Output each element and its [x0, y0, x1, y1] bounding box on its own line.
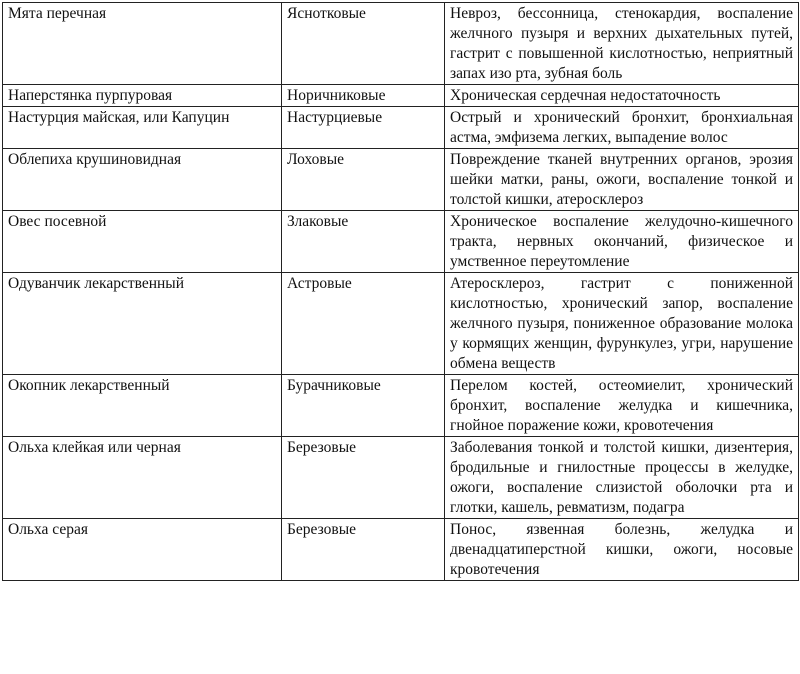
- plant-use-cell: Хроническая сердечная недостаточность: [445, 85, 799, 107]
- plant-family-cell: Березовые: [282, 519, 445, 581]
- plant-name-cell: Одуванчик лекарственный: [3, 273, 282, 375]
- plant-name-cell: Облепиха крушиновидная: [3, 149, 282, 211]
- plant-use-cell: Повреждение тканей внутренних органов, эрозия шейки матки, раны, ожоги, воспаление тонкой и толстой кишки, атеросклероз: [445, 149, 799, 211]
- table-body: [3, 3, 799, 581]
- table-row: [3, 85, 799, 107]
- table-row: [3, 519, 799, 581]
- table-row: [3, 437, 799, 519]
- table-row: [3, 3, 799, 85]
- plant-use-cell: Острый и хронический бронхит, бронхиальная астма, эмфизема легких, выпадение волос: [445, 107, 799, 149]
- plant-family-cell: Яснотковые: [282, 3, 445, 85]
- plant-name-cell: Ольха клейкая или черная: [3, 437, 282, 519]
- plant-family-cell: Бурачниковые: [282, 375, 445, 437]
- plant-name-cell: Окопник лекарственный: [3, 375, 282, 437]
- plant-family-cell: Березовые: [282, 437, 445, 519]
- table-row: [3, 149, 799, 211]
- plant-use-cell: Перелом костей, остеомиелит, хронический бронхит, воспаление желудка и кишечника, гнойное поражение кожи, кровотечения: [445, 375, 799, 437]
- plant-use-cell: Хроническое воспаление желудочно-кишечного тракта, нервных окончаний, физическое и умственное переутомление: [445, 211, 799, 273]
- plant-family-cell: Настурциевые: [282, 107, 445, 149]
- plant-use-cell: Понос, язвенная болезнь, желудка и двенадцатиперстной кишки, ожоги, носовые кровотечения: [445, 519, 799, 581]
- plant-family-cell: Норичниковые: [282, 85, 445, 107]
- table-row: [3, 107, 799, 149]
- table-row: [3, 211, 799, 273]
- plant-name-cell: Овес посевной: [3, 211, 282, 273]
- plant-name-cell: Ольха серая: [3, 519, 282, 581]
- plant-family-cell: Злаковые: [282, 211, 445, 273]
- table-row: [3, 375, 799, 437]
- plant-use-cell: Атеросклероз, гастрит с пониженной кислотностью, хронический запор, воспаление желчного пузыря, пониженное образование молока у кормящих женщин, фурункулез, угри, нарушение обмена веществ: [445, 273, 799, 375]
- table-row: [3, 273, 799, 375]
- plant-family-cell: Лоховые: [282, 149, 445, 211]
- medicinal-plants-table: [2, 2, 799, 581]
- plant-name-cell: Настурция майская, или Капуцин: [3, 107, 282, 149]
- plant-family-cell: Астровые: [282, 273, 445, 375]
- plant-use-cell: Заболевания тонкой и толстой кишки, дизентерия, бродильные и гнилостные процессы в желудке, ожоги, воспаление слизистой оболочки рта и глотки, кашель, ревматизм, подагра: [445, 437, 799, 519]
- plant-use-cell: Невроз, бессонница, стенокардия, воспаление желчного пузыря и верхних дыхательных путей, гастрит с повышенной кислотностью, неприятный запах изо рта, зубная боль: [445, 3, 799, 85]
- plant-name-cell: Наперстянка пурпуровая: [3, 85, 282, 107]
- plant-name-cell: Мята перечная: [3, 3, 282, 85]
